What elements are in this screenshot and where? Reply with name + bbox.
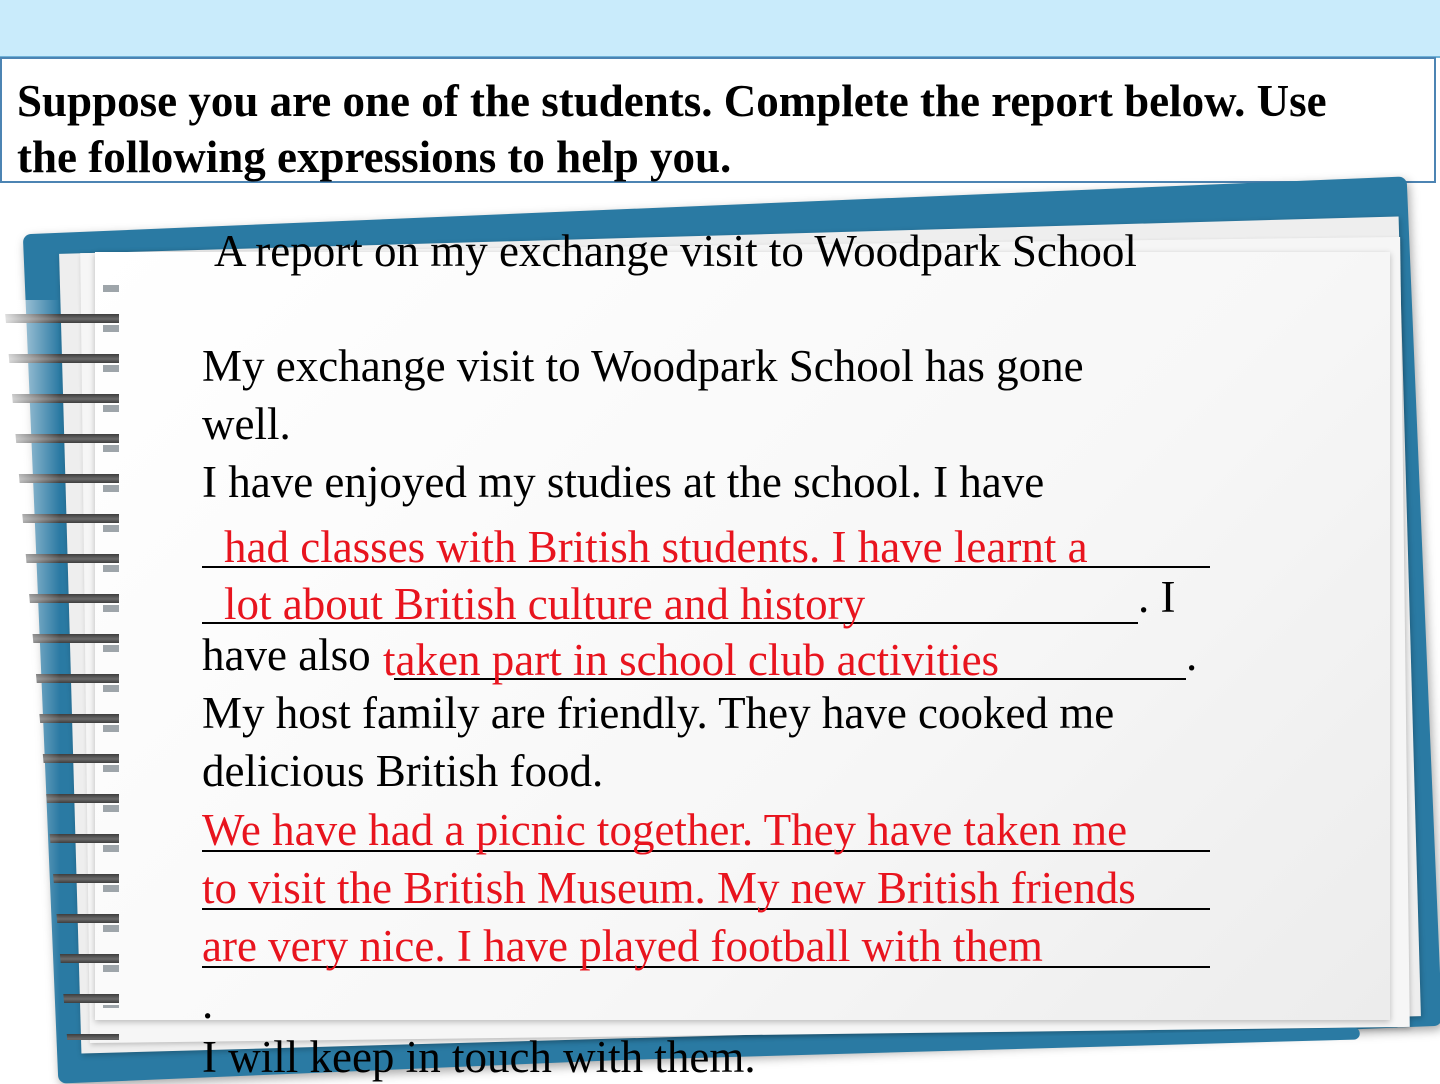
paragraph-1-line-1: My exchange visit to Woodpark School has gone bbox=[202, 341, 1084, 391]
after-blank-text: . I bbox=[1138, 572, 1176, 622]
instruction-box bbox=[0, 57, 1436, 183]
paragraph-3-line-1: My host family are friendly. They have cooked me bbox=[202, 688, 1115, 738]
answer-3-line-2: to visit the British Museum. My new British friends bbox=[202, 863, 1136, 913]
answer-1-line-1: had classes with British students. I have learnt a bbox=[224, 522, 1088, 572]
paragraph-3-line-2: delicious British food. bbox=[202, 746, 604, 796]
instruction-line-2: the following expressions to help you. bbox=[17, 132, 732, 182]
top-header-band bbox=[0, 0, 1440, 58]
answer-3-line-3: are very nice. I have played football with them bbox=[202, 921, 1043, 971]
closing-line: I will keep in touch with them. bbox=[202, 1032, 756, 1082]
answer-1-line-2: lot about British culture and history bbox=[224, 579, 866, 629]
instruction-line-1: Suppose you are one of the students. Complete the report below. Use bbox=[17, 76, 1327, 126]
period-text: . bbox=[202, 978, 214, 1028]
answer-3-line-1: We have had a picnic together. They have taken me bbox=[202, 805, 1128, 855]
after-blank-period: . bbox=[1186, 630, 1198, 680]
answer-2: taken part in school club activities bbox=[383, 635, 1000, 685]
paragraph-1-line-2: well. bbox=[202, 399, 291, 449]
paragraph-2-line-1: I have enjoyed my studies at the school. I have bbox=[202, 457, 1045, 507]
have-also-text: have also bbox=[202, 630, 371, 680]
spiral-fade bbox=[0, 300, 60, 1040]
report-title: A report on my exchange visit to Woodpark School bbox=[214, 226, 1137, 276]
